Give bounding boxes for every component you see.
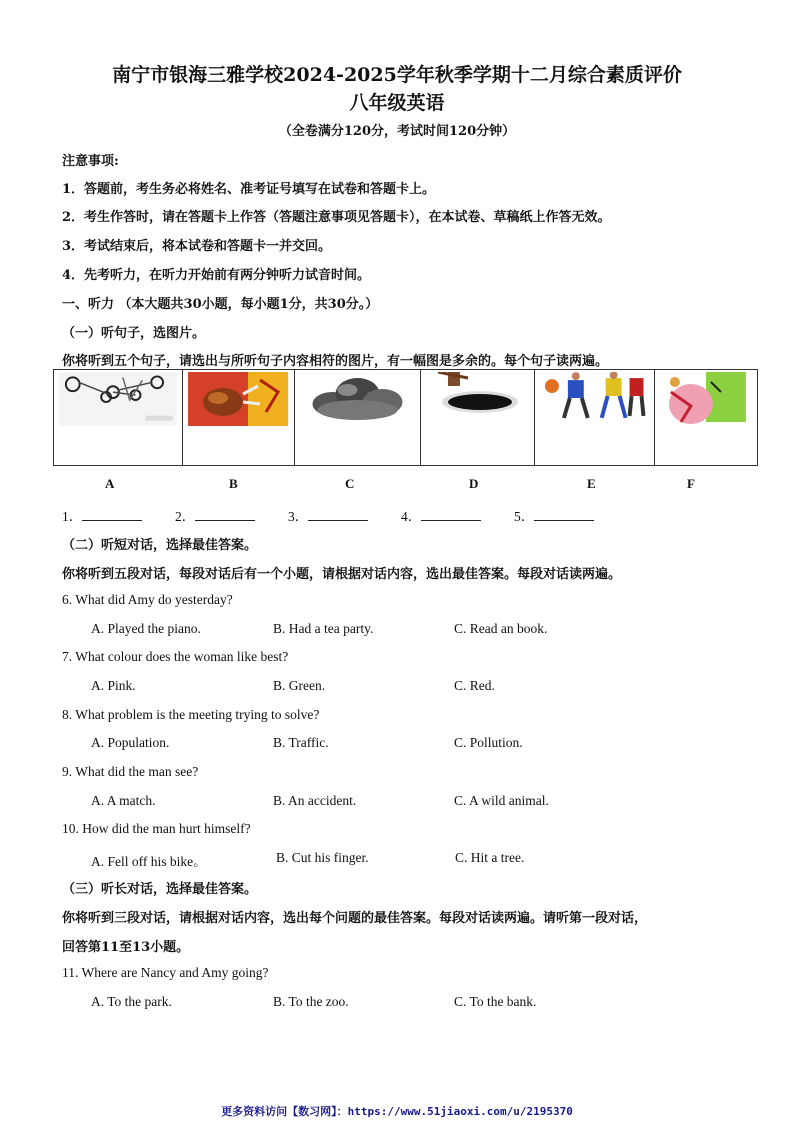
- option-c[interactable]: C. Hit a tree.: [455, 850, 525, 865]
- option-a[interactable]: A. Played the piano.: [91, 621, 201, 636]
- section-heading: 一、听力 （本大题共30小题，每小题1分，共30分。）: [62, 297, 379, 312]
- part-heading: （二）听短对话，选择最佳答案。: [62, 538, 258, 553]
- option-a[interactable]: A. Population.: [91, 735, 170, 750]
- blank-number: 3．: [288, 509, 309, 524]
- option-a[interactable]: A. Fell off his bike。: [91, 854, 207, 869]
- question-7: 7. What colour does the woman like best?: [62, 649, 289, 664]
- blank-line[interactable]: [195, 508, 255, 521]
- part-instruction: 你将听到五个句子，请选出与所听句子内容相符的图片，有一幅图是多余的。每个句子读两遍。: [62, 354, 609, 369]
- option-b[interactable]: B. An accident.: [273, 793, 357, 808]
- part-instruction: 你将听到五段对话，每段对话后有一个小题，请根据对话内容，选出最佳答案。每段对话读两遍。: [62, 567, 622, 582]
- basketball-players-picture: [540, 372, 649, 426]
- bicycle-gears-picture: [59, 372, 177, 426]
- blank-number: 1．: [62, 509, 83, 524]
- exam-subtitle: （全卷满分120分，考试时间120分钟）: [278, 124, 516, 139]
- picture-label-b: B: [229, 476, 238, 491]
- picture-cell-a: [54, 370, 183, 466]
- notice-item: 1．答题前，考生务必将姓名、准考证号填写在试卷和答题卡上。: [62, 182, 436, 197]
- roast-chicken-picture: [187, 372, 289, 426]
- answer-blank-1[interactable]: [62, 505, 142, 525]
- picture-table: [53, 369, 758, 466]
- picture-label-c: C: [345, 476, 355, 491]
- notice-item: 3．考试结束后，将本试卷和答题卡一并交回。: [62, 239, 332, 254]
- answer-blank-3[interactable]: [288, 505, 368, 525]
- option-b[interactable]: B. Traffic.: [273, 735, 329, 750]
- question-8: 8. What problem is the meeting trying to solve?: [62, 707, 320, 722]
- option-b[interactable]: B. Green.: [273, 678, 326, 693]
- part-instruction: 回答第11至13小题。: [62, 940, 190, 955]
- dark-cloud-picture: [300, 372, 415, 426]
- blank-line[interactable]: [308, 508, 368, 521]
- notice-item: 4．先考听力，在听力开始前有两分钟听力试音时间。: [62, 268, 371, 283]
- option-b[interactable]: B. To the zoo.: [273, 994, 349, 1009]
- question-10: 10. How did the man hurt himself?: [62, 821, 251, 836]
- picture-cell-b: [183, 370, 295, 466]
- notice-heading: 注意事项:: [62, 154, 119, 169]
- blank-line[interactable]: [421, 508, 481, 521]
- option-a[interactable]: A. Pink.: [91, 678, 136, 693]
- option-a[interactable]: A. To the park.: [91, 994, 172, 1009]
- picture-label-e: E: [587, 476, 596, 491]
- blank-line[interactable]: [534, 508, 594, 521]
- blank-line[interactable]: [82, 508, 142, 521]
- blank-number: 2．: [175, 509, 196, 524]
- answer-blank-5[interactable]: [514, 505, 594, 525]
- answer-blank-4[interactable]: [401, 505, 481, 525]
- injured-person-picture: [659, 372, 753, 426]
- option-a[interactable]: A. A match.: [91, 793, 156, 808]
- picture-cell-c: [295, 370, 421, 466]
- picture-cell-d: [421, 370, 535, 466]
- option-c[interactable]: C. Pollution.: [454, 735, 523, 750]
- blank-number: 4．: [401, 509, 422, 524]
- notice-item: 2．考生作答时，请在答题卡上作答（答题注意事项见答题卡），在本试卷、草稿纸上作答无效。: [62, 210, 611, 225]
- option-b[interactable]: B. Had a tea party.: [273, 621, 374, 636]
- picture-label-a: A: [105, 476, 115, 491]
- hole-in-ground-picture: [426, 372, 530, 426]
- answer-blank-2[interactable]: [175, 505, 255, 525]
- question-9: 9. What did the man see?: [62, 764, 199, 779]
- part-heading: （三）听长对话，选择最佳答案。: [62, 882, 258, 897]
- option-c[interactable]: C. Read an book.: [454, 621, 548, 636]
- picture-label-d: D: [469, 476, 479, 491]
- exam-title: 南宁市银海三雅学校2024-2025学年秋季学期十二月综合素质评价: [112, 64, 682, 86]
- option-c[interactable]: C. To the bank.: [454, 994, 537, 1009]
- part-instruction: 你将听到三段对话，请根据对话内容，选出每个问题的最佳答案。每段对话读两遍。请听第一段对话，: [62, 911, 648, 926]
- option-b[interactable]: B. Cut his finger.: [276, 850, 369, 865]
- question-6: 6. What did Amy do yesterday?: [62, 592, 233, 607]
- exam-subject: 八年级英语: [349, 92, 445, 114]
- question-11: 11. Where are Nancy and Amy going?: [62, 965, 269, 980]
- blank-number: 5．: [514, 509, 535, 524]
- footer-link[interactable]: 更多资料访问【数习网】：https://www.51jiaoxi.com/u/2195370: [221, 1105, 573, 1118]
- picture-cell-f: [655, 370, 758, 466]
- option-c[interactable]: C. Red.: [454, 678, 495, 693]
- option-c[interactable]: C. A wild animal.: [454, 793, 549, 808]
- picture-label-f: F: [687, 476, 695, 491]
- part-heading: （一）听句子，选图片。: [62, 326, 206, 341]
- picture-cell-e: [535, 370, 655, 466]
